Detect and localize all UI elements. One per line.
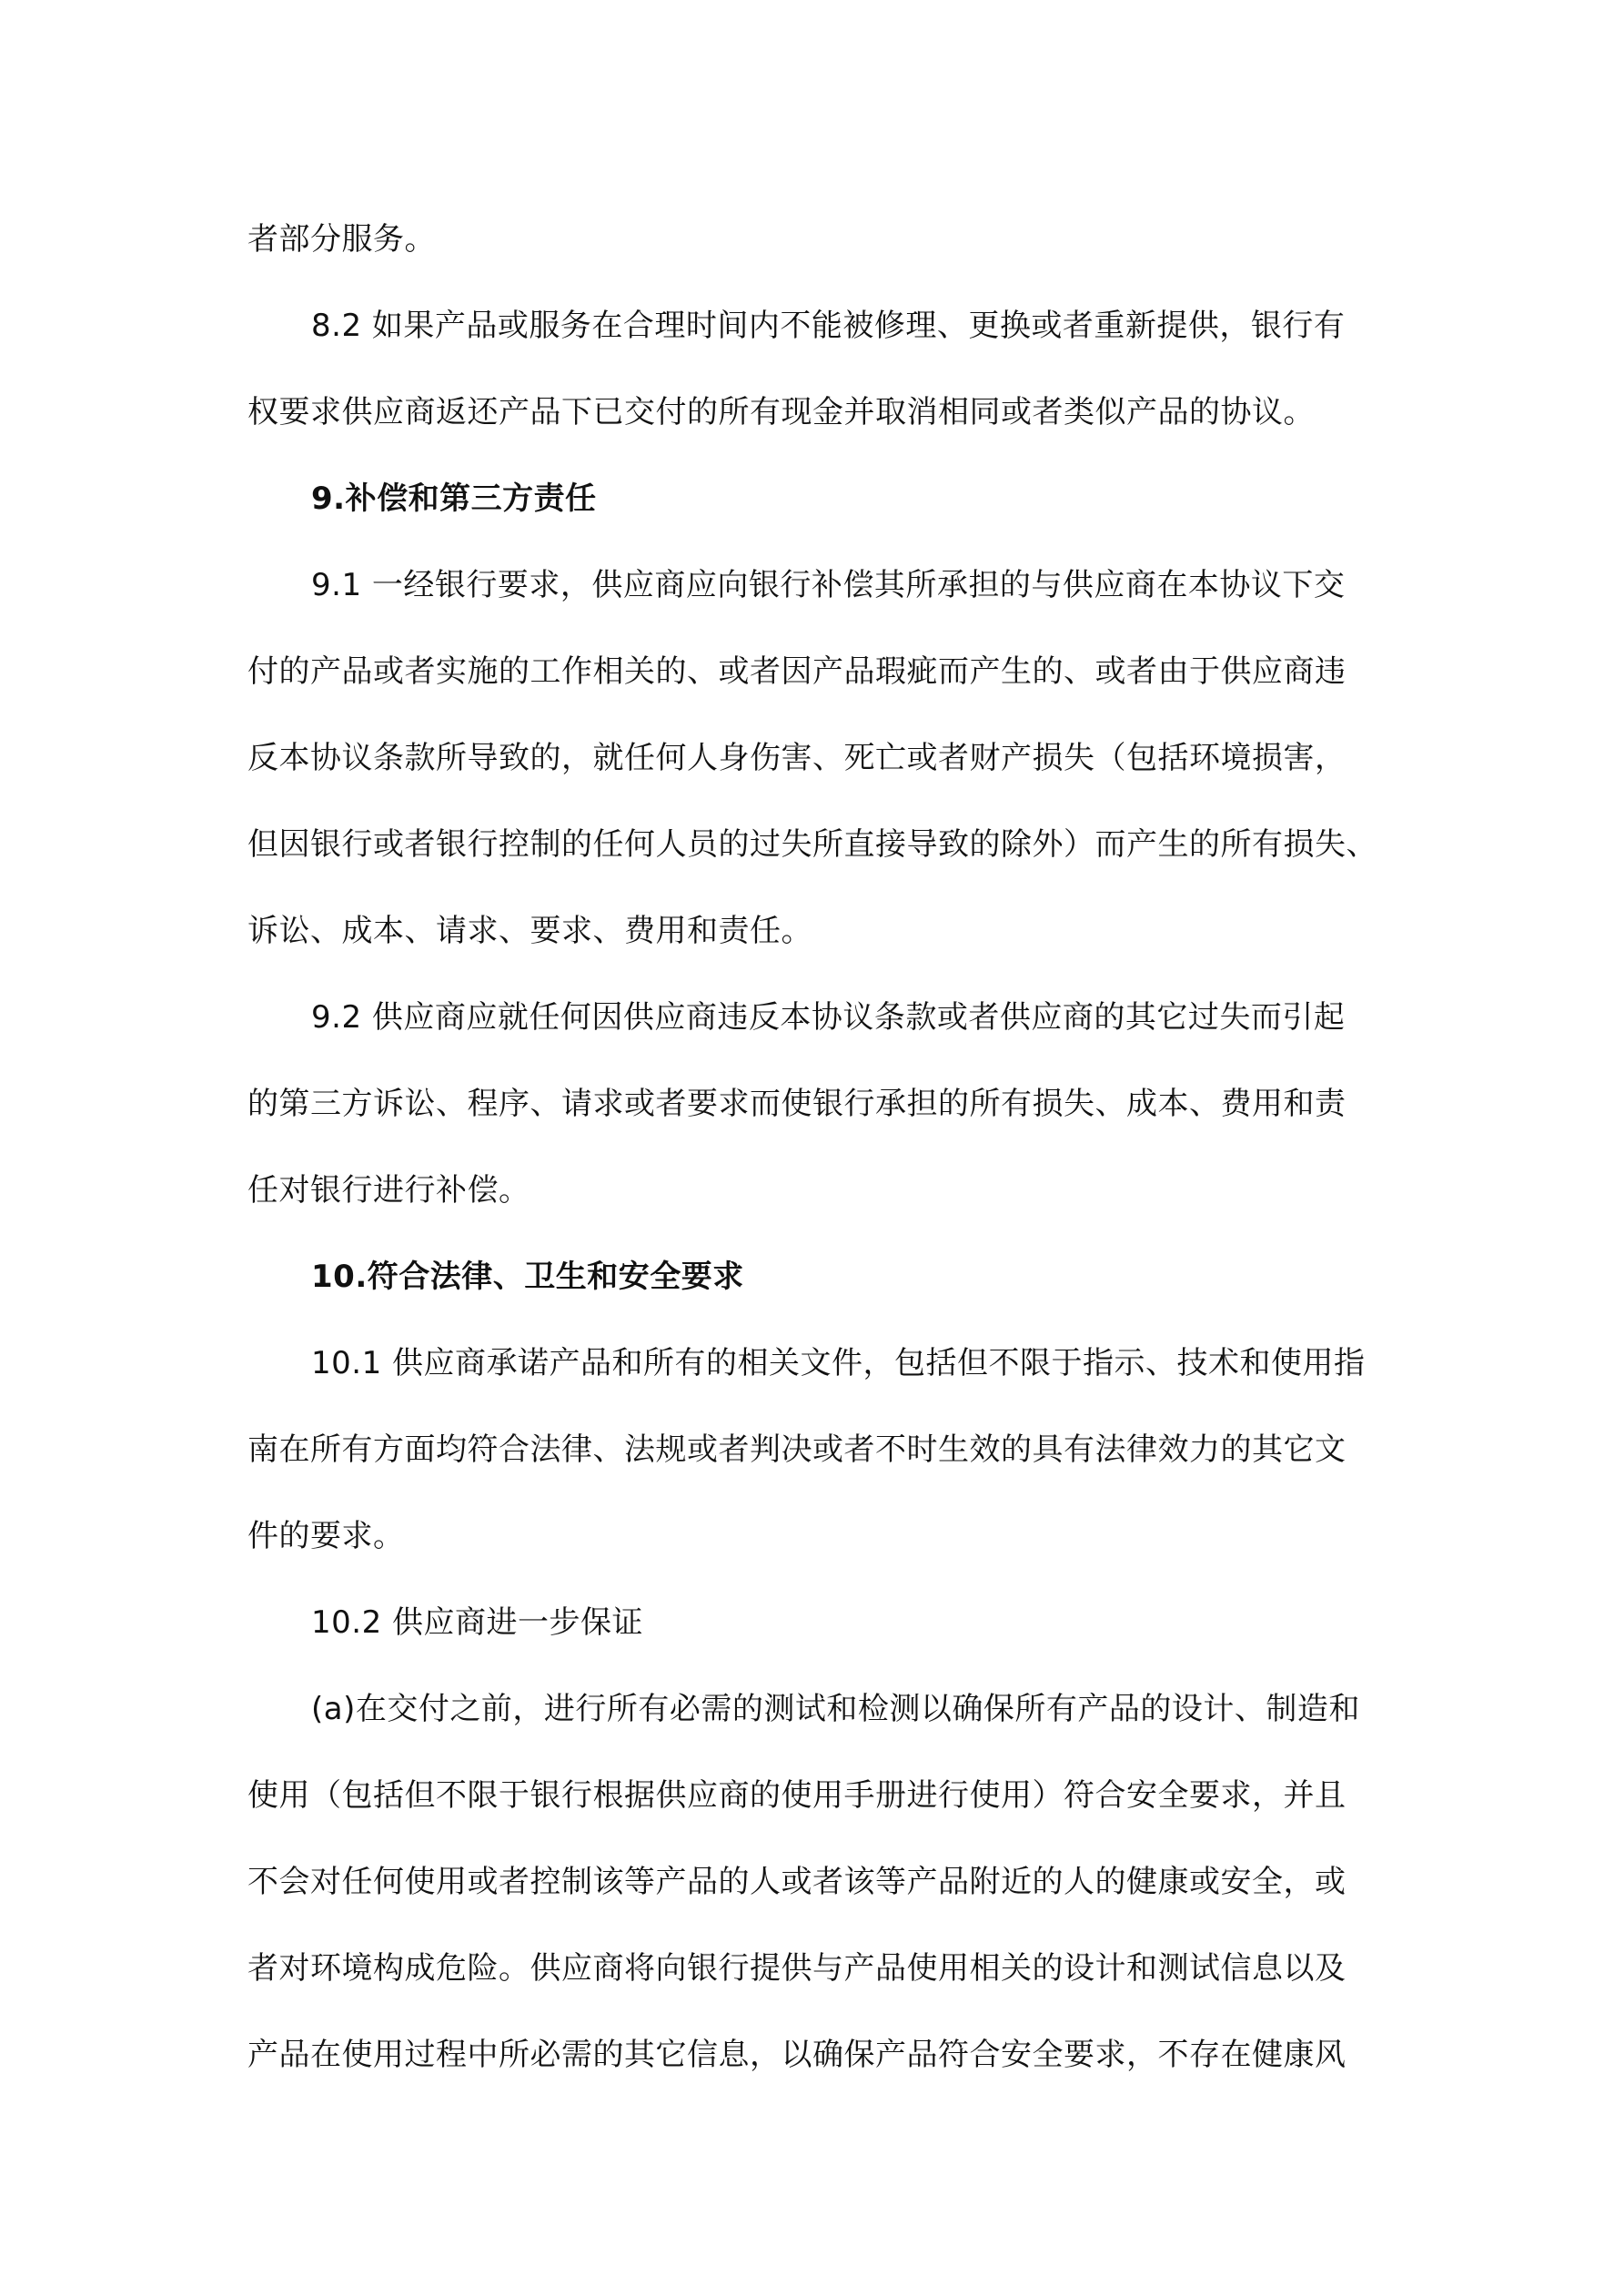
text-line: 的第三方诉讼、程序、请求或者要求而使银行承担的所有损失、成本、费用和责	[247, 1086, 1347, 1122]
text-line: 使用（包括但不限于银行根据供应商的使用手册进行使用）符合安全要求，并且	[247, 1777, 1347, 1814]
clause-10-2-a: (a)在交付之前，进行所有必需的测试和检测以确保所有产品的设计、制造和	[311, 1691, 1360, 1727]
text-line: 诉讼、成本、请求、要求、费用和责任。	[247, 913, 812, 949]
text-line: 不会对任何使用或者控制该等产品的人或者该等产品附近的人的健康或安全，或	[247, 1864, 1347, 1900]
text-line: 但因银行或者银行控制的任何人员的过失所直接导致的除外）而产生的所有损失、	[247, 826, 1377, 863]
clause-10-2: 10.2 供应商进一步保证	[311, 1604, 644, 1641]
text-line: 付的产品或者实施的工作相关的、或者因产品瑕疵而产生的、或者由于供应商违	[247, 653, 1347, 690]
clause-9-1: 9.1 一经银行要求，供应商应向银行补偿其所承担的与供应商在本协议下交	[311, 567, 1346, 603]
text-line: 权要求供应商返还产品下已交付的所有现金并取消相同或者类似产品的协议。	[247, 394, 1315, 430]
text-line: 件的要求。	[247, 1518, 405, 1554]
text-line: 任对银行进行补偿。	[247, 1172, 530, 1209]
text-line: 产品在使用过程中所必需的其它信息，以确保产品符合安全要求，不存在健康风	[247, 2037, 1347, 2073]
section-heading-9: 9.补偿和第三方责任	[311, 480, 597, 517]
text-line: 反本协议条款所导致的，就任何人身伤害、死亡或者财产损失（包括环境损害，	[247, 740, 1347, 776]
section-heading-10: 10.符合法律、卫生和安全要求	[311, 1259, 744, 1295]
text-line: 者部分服务。	[247, 221, 436, 258]
clause-8-2: 8.2 如果产品或服务在合理时间内不能被修理、更换或者重新提供，银行有	[311, 308, 1346, 344]
clause-10-1: 10.1 供应商承诺产品和所有的相关文件，包括但不限于指示、技术和使用指	[311, 1345, 1366, 1381]
text-line: 南在所有方面均符合法律、法规或者判决或者不时生效的具有法律效力的其它文	[247, 1431, 1347, 1468]
clause-9-2: 9.2 供应商应就任何因供应商违反本协议条款或者供应商的其它过失而引起	[311, 999, 1346, 1036]
text-line: 者对环境构成危险。供应商将向银行提供与产品使用相关的设计和测试信息以及	[247, 1950, 1347, 1987]
